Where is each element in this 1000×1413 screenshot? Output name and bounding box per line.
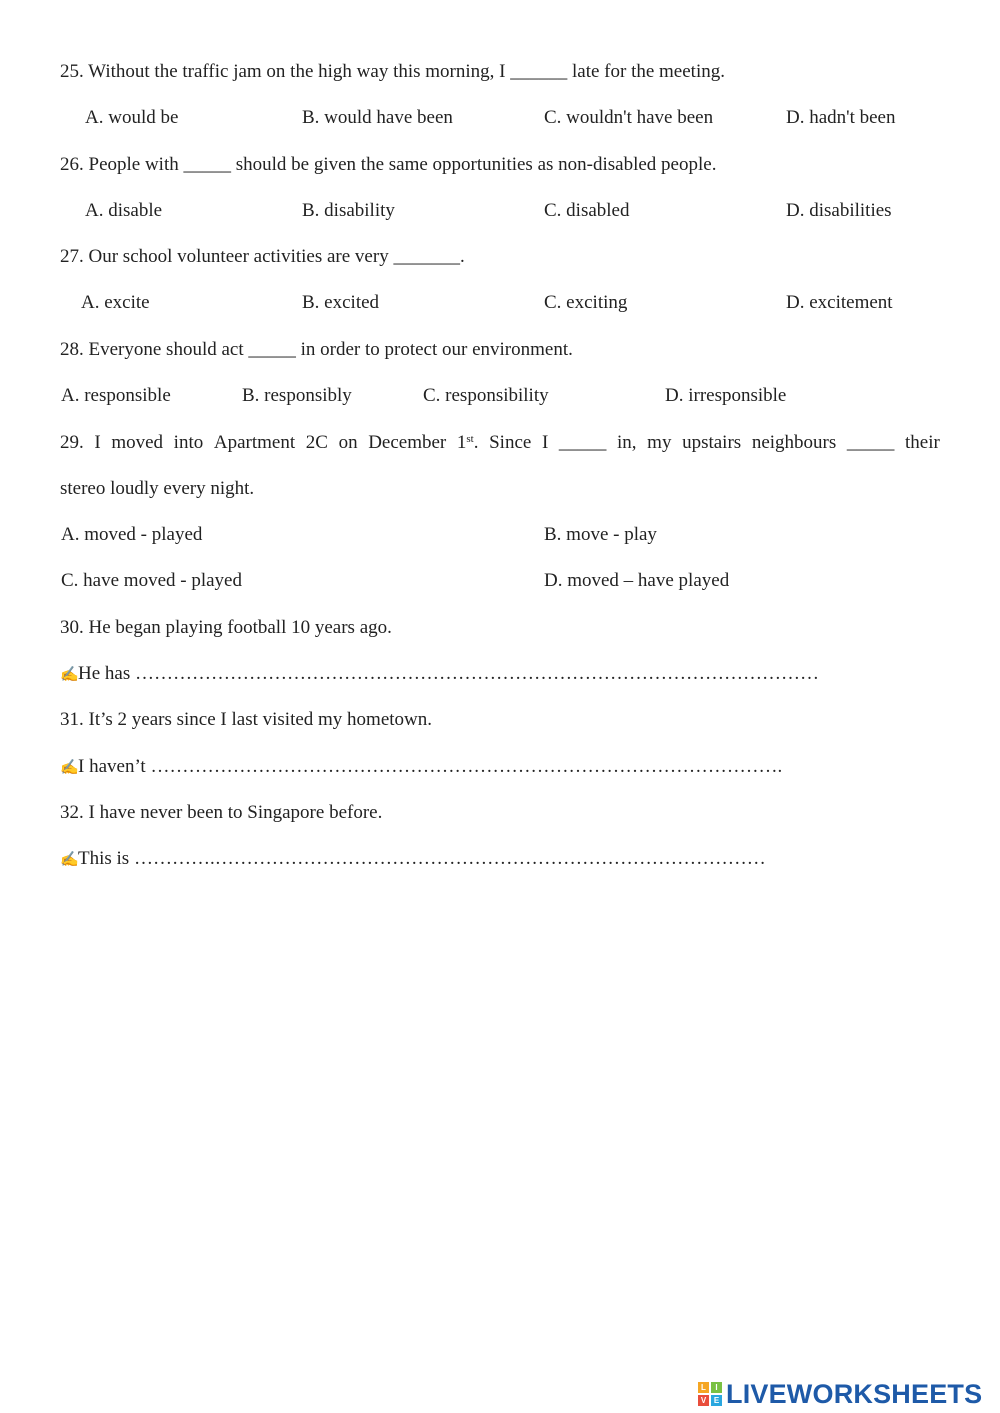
q26-option-d[interactable]: D. disabilities — [786, 200, 892, 221]
q29-word: into — [173, 432, 204, 453]
question-31: 31. It’s 2 years since I last visited my hometown. — [60, 709, 433, 730]
q26-option-b[interactable]: B. disability — [302, 200, 395, 221]
q29-option-d[interactable]: D. moved – have played — [544, 570, 730, 591]
q29-blank: _____ — [846, 432, 895, 453]
q27-option-d[interactable]: D. excitement — [786, 292, 893, 313]
q29-option-b[interactable]: B. move - play — [544, 524, 657, 545]
pen-icon: ✍ — [60, 760, 79, 776]
q31-answer-text[interactable]: I haven’t ………………………………………………………………………………………. — [78, 756, 783, 777]
q25-option-d[interactable]: D. hadn't been — [786, 107, 896, 128]
logo-mark-tile: E — [711, 1395, 722, 1406]
q32-answer-text[interactable]: This is ………….…………………………………………………………………………… — [78, 848, 766, 869]
q29-option-a[interactable]: A. moved - played — [61, 524, 203, 545]
q31-answer-line[interactable] — [60, 755, 782, 780]
q26-option-c[interactable]: C. disabled — [544, 200, 630, 221]
q30-answer-text[interactable]: He has ……………………………………………………………………………………………… — [78, 663, 819, 684]
q29-word: 29. — [60, 432, 84, 453]
q28-option-c[interactable]: C. responsibility — [423, 385, 549, 406]
logo-mark-icon — [698, 1382, 722, 1406]
q29-word: neighbours — [751, 432, 837, 453]
q29-word: December — [368, 432, 447, 453]
q29-blank: _____ — [558, 432, 607, 453]
q29-word: I — [541, 432, 549, 453]
q29-word: 2C — [305, 432, 328, 453]
q29-date: 1st. — [456, 432, 479, 453]
q29-word: Since — [489, 432, 532, 453]
q29-word: in, — [617, 432, 637, 453]
pen-icon: ✍ — [60, 852, 79, 868]
q29-word: moved — [111, 432, 164, 453]
logo-mark-tile: V — [698, 1395, 709, 1406]
q25-option-a[interactable]: A. would be — [85, 107, 179, 128]
q29-word: on — [338, 432, 358, 453]
question-29-line2: stereo loudly every night. — [60, 478, 255, 499]
logo-mark-tile: I — [711, 1382, 722, 1393]
q28-option-a[interactable]: A. responsible — [61, 385, 171, 406]
q27-option-a[interactable]: A. excite — [81, 292, 150, 313]
liveworksheets-logo — [698, 1378, 982, 1410]
q29-superscript: st — [466, 433, 474, 445]
q29-word: I — [94, 432, 101, 453]
question-30: 30. He began playing football 10 years ago. — [60, 617, 392, 638]
q28-option-b[interactable]: B. responsibly — [242, 385, 352, 406]
question-32: 32. I have never been to Singapore before. — [60, 802, 383, 823]
question-25: 25. Without the traffic jam on the high way this morning, I ______ late for the meeting. — [60, 61, 725, 82]
q30-answer-line[interactable] — [60, 662, 819, 687]
q29-word: their — [905, 432, 940, 453]
q29-option-c[interactable]: C. have moved - played — [61, 570, 242, 591]
q28-option-d[interactable]: D. irresponsible — [665, 385, 787, 406]
q27-option-c[interactable]: C. exciting — [544, 292, 628, 313]
question-26: 26. People with _____ should be given the same opportunities as non-disabled people. — [60, 154, 717, 175]
question-28: 28. Everyone should act _____ in order to protect our environment. — [60, 339, 573, 360]
q25-option-c[interactable]: C. wouldn't have been — [544, 107, 714, 128]
logo-text: LIVEWORKSHEETS — [726, 1378, 983, 1409]
q29-word: my — [647, 432, 672, 453]
q29-word: Apartment — [213, 432, 296, 453]
question-27: 27. Our school volunteer activities are very _______. — [60, 246, 465, 267]
q27-option-b[interactable]: B. excited — [302, 292, 380, 313]
pen-icon: ✍ — [60, 667, 79, 683]
logo-mark-tile: L — [698, 1382, 709, 1393]
q29-word: upstairs — [682, 432, 742, 453]
q26-option-a[interactable]: A. disable — [85, 200, 163, 221]
question-29-line1 — [60, 431, 940, 455]
q32-answer-line[interactable] — [60, 847, 766, 872]
q25-option-b[interactable]: B. would have been — [302, 107, 453, 128]
